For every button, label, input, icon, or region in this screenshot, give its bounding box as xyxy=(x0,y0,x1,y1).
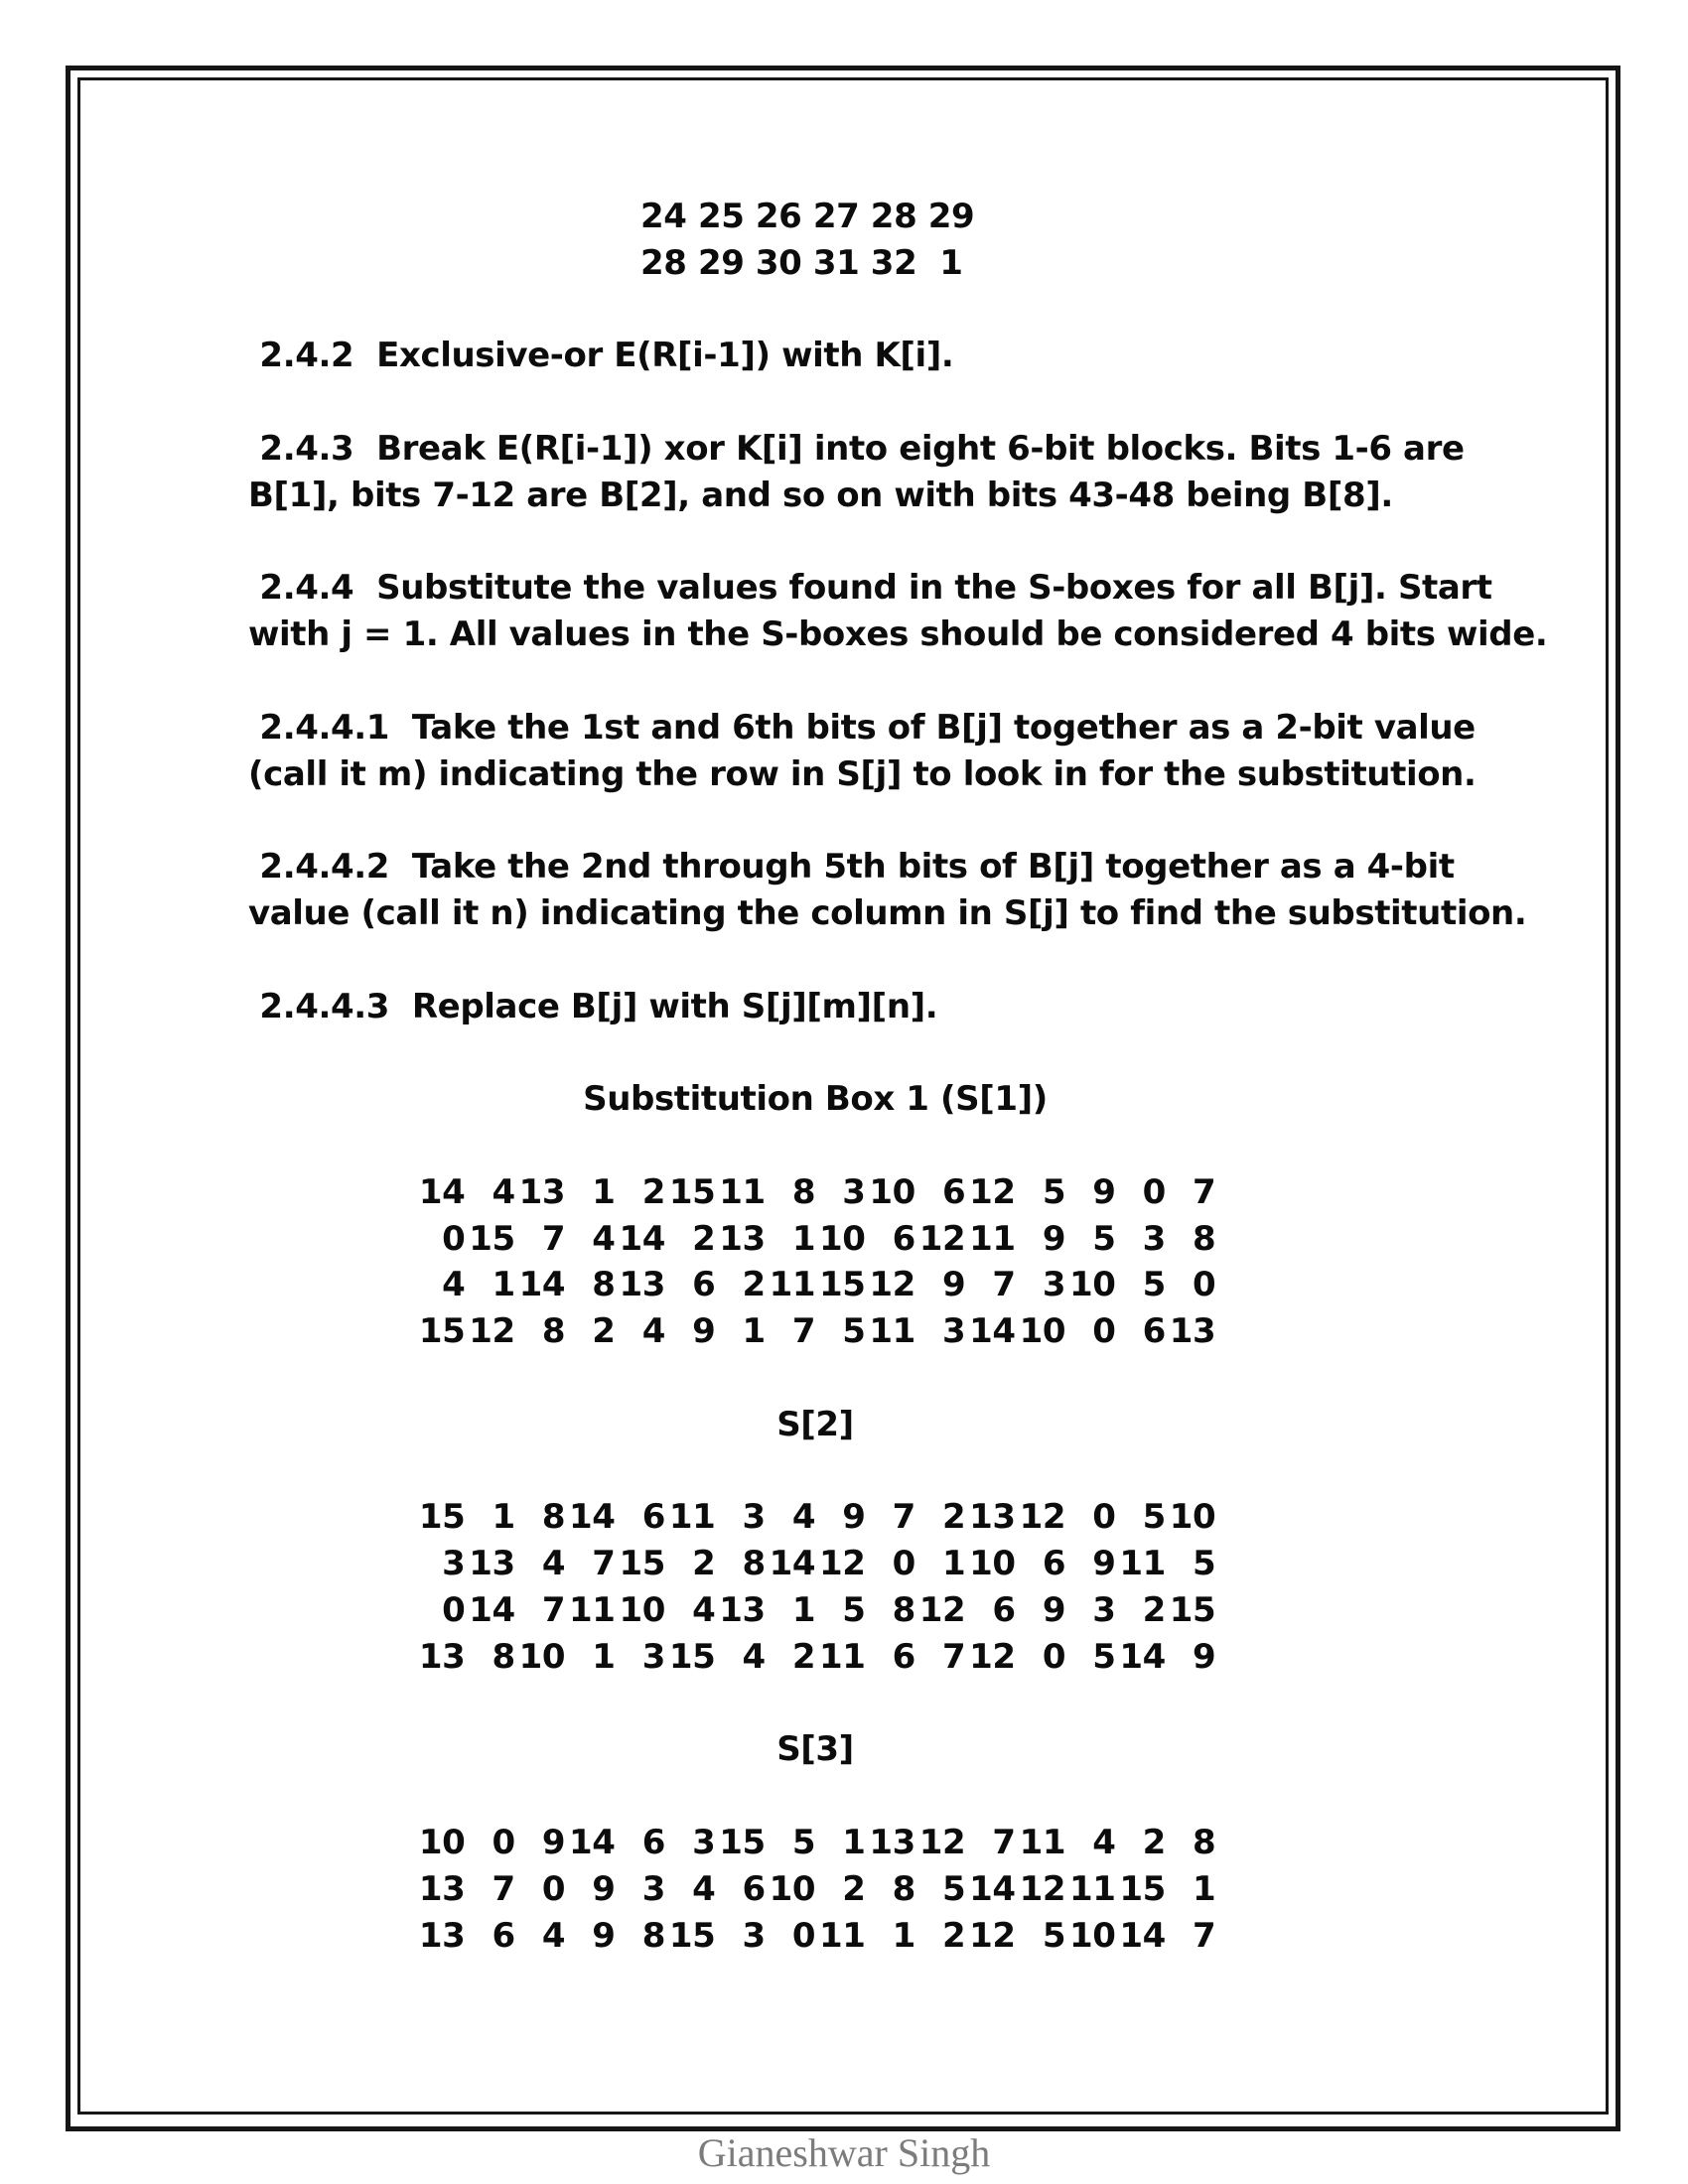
sbox-cell: 8 xyxy=(541,1497,566,1538)
sbox-cell: 3 xyxy=(641,1636,665,1677)
sbox-cell: 2 xyxy=(1142,1590,1166,1630)
sbox-cell: 3 xyxy=(1142,1218,1166,1259)
sbox-cell: 4 xyxy=(692,1868,716,1909)
sbox-cell: 10 xyxy=(969,1544,1016,1584)
footer-author-name: Gianeshwar Singh xyxy=(697,2130,991,2175)
sbox-cell: 5 xyxy=(842,1590,866,1630)
sbox-cell: 11 xyxy=(819,1636,866,1677)
sbox-cell: 6 xyxy=(1042,1544,1066,1584)
sbox-cell: 15 xyxy=(619,1544,665,1584)
sbox-cell: 5 xyxy=(1042,1915,1066,1956)
sbox-cell: 7 xyxy=(992,1265,1016,1305)
sbox-cell: 13 xyxy=(469,1544,515,1584)
sbox-cell: 14 xyxy=(418,1171,466,1212)
sbox-cell: 6 xyxy=(641,1823,665,1862)
sbox-cell: 3 xyxy=(692,1823,716,1862)
sbox-cell: 13 xyxy=(518,1171,566,1212)
sbox-cell: 13 xyxy=(418,1636,466,1677)
sbox-cell: 8 xyxy=(492,1636,515,1677)
sbox-cell: 1 xyxy=(492,1265,515,1305)
sbox-cell: 14 xyxy=(969,1868,1016,1909)
sbox-cell: 9 xyxy=(592,1915,616,1956)
sbox-cell: 9 xyxy=(1092,1544,1116,1584)
sbox-cell: 12 xyxy=(969,1915,1016,1956)
sbox-cell: 9 xyxy=(842,1497,866,1538)
sbox-cell: 9 xyxy=(692,1311,716,1352)
sbox-cell: 2 xyxy=(742,1265,766,1305)
sbox-cell: 6 xyxy=(992,1590,1016,1630)
sbox-cell: 1 xyxy=(791,1590,816,1630)
sbox-cell: 0 xyxy=(1192,1265,1216,1305)
sbox-row xyxy=(415,1171,1215,1213)
sbox-cell: 10 xyxy=(1169,1497,1216,1538)
sbox-title: S[2] xyxy=(776,1404,854,1444)
sbox-cell: 6 xyxy=(1142,1311,1166,1352)
sbox-cell: 0 xyxy=(442,1218,466,1259)
sbox-cell: 13 xyxy=(969,1497,1016,1538)
sbox-cell: 11 xyxy=(719,1171,766,1212)
sbox-cell: 1 xyxy=(842,1823,866,1862)
sbox-cell: 15 xyxy=(1119,1868,1166,1909)
sbox-cell: 3 xyxy=(442,1544,466,1584)
sbox-cell: 2 xyxy=(592,1311,616,1352)
sbox-cell: 9 xyxy=(942,1265,966,1305)
sbox-cell: 3 xyxy=(742,1497,766,1538)
sbox-cell: 3 xyxy=(742,1915,766,1956)
sbox-cell: 14 xyxy=(569,1823,616,1862)
sbox-cell: 0 xyxy=(1042,1636,1066,1677)
sbox-cell: 12 xyxy=(1019,1868,1066,1909)
sbox-cell: 7 xyxy=(1192,1171,1216,1212)
sbox-cell: 8 xyxy=(892,1590,915,1630)
sbox-cell: 7 xyxy=(541,1590,566,1630)
sbox-cell: 12 xyxy=(918,1218,966,1259)
sbox-cell: 4 xyxy=(692,1590,716,1630)
sbox-cell: 11 xyxy=(819,1915,866,1956)
sbox-cell: 4 xyxy=(442,1265,466,1305)
sbox-cell: 7 xyxy=(892,1497,915,1538)
paragraph-line: with j = 1. All values in the S-boxes should be considered 4 bits wide. xyxy=(248,614,1548,655)
sbox-cell: 1 xyxy=(892,1915,915,1956)
sbox-cell: 3 xyxy=(842,1171,866,1212)
sbox-cell: 4 xyxy=(541,1544,566,1584)
sbox-cell: 13 xyxy=(1169,1311,1216,1352)
sbox-cell: 10 xyxy=(769,1868,816,1909)
sbox-row xyxy=(415,1543,1215,1584)
sbox-cell: 10 xyxy=(418,1823,466,1862)
sbox-cell: 6 xyxy=(492,1915,515,1956)
sbox-row xyxy=(415,1589,1215,1631)
sbox-cell: 13 xyxy=(869,1823,915,1862)
sbox-cell: 8 xyxy=(641,1915,665,1956)
sbox-cell: 15 xyxy=(418,1497,466,1538)
sbox-row xyxy=(415,1218,1215,1260)
sbox-cell: 8 xyxy=(1192,1218,1216,1259)
sbox-cell: 11 xyxy=(869,1311,915,1352)
paragraph-line: 2.4.3 Break E(R[i-1]) xor K[i] into eight 6-bit blocks. Bits 1-6 are xyxy=(248,429,1465,469)
sbox-cell: 14 xyxy=(969,1311,1016,1352)
paragraph-line: 2.4.4 Substitute the values found in the S-boxes for all B[j]. Start xyxy=(248,568,1492,609)
sbox-cell: 4 xyxy=(592,1218,616,1259)
sbox-cell: 2 xyxy=(692,1544,716,1584)
sbox-cell: 7 xyxy=(791,1311,816,1352)
sbox-cell: 15 xyxy=(668,1915,716,1956)
sbox-cell: 3 xyxy=(942,1311,966,1352)
paragraph-line: 2.4.2 Exclusive-or E(R[i-1]) with K[i]. xyxy=(248,336,954,376)
sbox-cell: 0 xyxy=(1142,1171,1166,1212)
sbox-cell: 5 xyxy=(1192,1544,1216,1584)
sbox-cell: 9 xyxy=(1042,1590,1066,1630)
sbox-title: Substitution Box 1 (S[1]) xyxy=(583,1079,1048,1120)
sbox-cell: 3 xyxy=(1042,1265,1066,1305)
sbox-cell: 1 xyxy=(742,1311,766,1352)
sbox-cell: 12 xyxy=(969,1171,1016,1212)
sbox-cell: 0 xyxy=(892,1544,915,1584)
sbox-cell: 4 xyxy=(641,1311,665,1352)
sbox-cell: 0 xyxy=(492,1823,515,1862)
sbox-cell: 7 xyxy=(1192,1915,1216,1956)
bit-number-line: 24 25 26 27 28 29 xyxy=(640,197,975,236)
sbox-cell: 10 xyxy=(1068,1915,1116,1956)
sbox-cell: 15 xyxy=(719,1823,766,1862)
sbox-cell: 2 xyxy=(1142,1823,1166,1862)
sbox-cell: 4 xyxy=(492,1171,515,1212)
sbox-cell: 4 xyxy=(791,1497,816,1538)
sbox-cell: 9 xyxy=(592,1868,616,1909)
sbox-cell: 0 xyxy=(1092,1311,1116,1352)
sbox-cell: 13 xyxy=(418,1868,466,1909)
sbox-cell: 11 xyxy=(1119,1544,1166,1584)
sbox-row xyxy=(415,1822,1215,1863)
sbox-cell: 15 xyxy=(819,1265,866,1305)
sbox-cell: 2 xyxy=(692,1218,716,1259)
sbox-cell: 5 xyxy=(1092,1218,1116,1259)
paragraph-line: 2.4.4.3 Replace B[j] with S[j][m][n]. xyxy=(248,986,938,1026)
sbox-cell: 12 xyxy=(869,1265,915,1305)
sbox-cell: 12 xyxy=(918,1590,966,1630)
sbox-row xyxy=(415,1636,1215,1678)
sbox-cell: 5 xyxy=(1042,1171,1066,1212)
sbox-cell: 5 xyxy=(791,1823,816,1862)
sbox-cell: 2 xyxy=(641,1171,665,1212)
sbox-cell: 8 xyxy=(791,1171,816,1212)
sbox-cell: 14 xyxy=(1119,1915,1166,1956)
sbox-cell: 15 xyxy=(469,1218,515,1259)
sbox-cell: 13 xyxy=(418,1915,466,1956)
sbox-cell: 11 xyxy=(668,1497,716,1538)
sbox-cell: 1 xyxy=(592,1171,616,1212)
sbox-cell: 6 xyxy=(892,1636,915,1677)
sbox-cell: 1 xyxy=(592,1636,616,1677)
sbox-cell: 14 xyxy=(619,1218,665,1259)
sbox-cell: 10 xyxy=(1019,1311,1066,1352)
sbox-cell: 13 xyxy=(619,1265,665,1305)
sbox-cell: 1 xyxy=(492,1497,515,1538)
sbox-cell: 5 xyxy=(942,1868,966,1909)
sbox-cell: 14 xyxy=(1119,1636,1166,1677)
sbox-cell: 8 xyxy=(541,1311,566,1352)
sbox-cell: 2 xyxy=(942,1915,966,1956)
sbox-cell: 9 xyxy=(1042,1218,1066,1259)
paragraph-line: (call it m) indicating the row in S[j] to look in for the substitution. xyxy=(248,753,1477,794)
sbox-cell: 8 xyxy=(892,1868,915,1909)
sbox-cell: 6 xyxy=(641,1497,665,1538)
sbox-cell: 2 xyxy=(842,1868,866,1909)
paragraph-line: 2.4.4.2 Take the 2nd through 5th bits of B[j] together as a 4-bit xyxy=(248,847,1455,887)
sbox-cell: 15 xyxy=(1169,1590,1216,1630)
sbox-cell: 5 xyxy=(1142,1265,1166,1305)
sbox-cell: 12 xyxy=(1019,1497,1066,1538)
sbox-cell: 7 xyxy=(492,1868,515,1909)
sbox-cell: 12 xyxy=(969,1636,1016,1677)
sbox-cell: 0 xyxy=(1092,1497,1116,1538)
sbox-cell: 10 xyxy=(869,1171,915,1212)
sbox-cell: 13 xyxy=(719,1590,766,1630)
paragraph-line: 2.4.4.1 Take the 1st and 6th bits of B[j] together as a 2-bit value xyxy=(248,707,1476,748)
paragraph-line: B[1], bits 7-12 are B[2], and so on with bits 43-48 being B[8]. xyxy=(248,475,1393,515)
sbox-cell: 8 xyxy=(592,1265,616,1305)
sbox-cell: 8 xyxy=(1192,1823,1216,1862)
sbox-cell: 11 xyxy=(1019,1823,1066,1862)
sbox-cell: 14 xyxy=(518,1265,566,1305)
sbox-cell: 0 xyxy=(791,1915,816,1956)
sbox-row xyxy=(415,1310,1215,1352)
sbox-cell: 12 xyxy=(918,1823,966,1862)
sbox-cell: 14 xyxy=(769,1544,816,1584)
sbox-cell: 4 xyxy=(1092,1823,1116,1862)
sbox-cell: 12 xyxy=(819,1544,866,1584)
sbox-cell: 1 xyxy=(942,1544,966,1584)
sbox-cell: 5 xyxy=(1092,1636,1116,1677)
sbox-cell: 5 xyxy=(1142,1497,1166,1538)
sbox-cell: 15 xyxy=(418,1311,466,1352)
sbox-cell: 2 xyxy=(942,1497,966,1538)
sbox-cell: 9 xyxy=(541,1823,566,1862)
sbox-row xyxy=(415,1496,1215,1538)
sbox-cell: 3 xyxy=(641,1868,665,1909)
sbox-cell: 14 xyxy=(569,1497,616,1538)
sbox-title: S[3] xyxy=(776,1729,854,1770)
sbox-cell: 6 xyxy=(742,1868,766,1909)
sbox-cell: 11 xyxy=(769,1265,816,1305)
sbox-cell: 1 xyxy=(791,1218,816,1259)
sbox-cell: 10 xyxy=(518,1636,566,1677)
sbox-cell: 15 xyxy=(668,1171,716,1212)
sbox-cell: 8 xyxy=(742,1544,766,1584)
bit-number-line: 28 29 30 31 32 1 xyxy=(640,242,963,283)
sbox-cell: 6 xyxy=(942,1171,966,1212)
sbox-row xyxy=(415,1868,1215,1910)
sbox-cell: 9 xyxy=(1192,1636,1216,1677)
sbox-cell: 10 xyxy=(619,1590,665,1630)
sbox-cell: 2 xyxy=(791,1636,816,1677)
sbox-cell: 14 xyxy=(469,1590,515,1630)
sbox-cell: 10 xyxy=(1068,1265,1116,1305)
sbox-cell: 7 xyxy=(942,1636,966,1677)
sbox-cell: 11 xyxy=(969,1218,1016,1259)
sbox-cell: 6 xyxy=(892,1218,915,1259)
sbox-cell: 13 xyxy=(719,1218,766,1259)
sbox-cell: 11 xyxy=(569,1590,616,1630)
sbox-row xyxy=(415,1264,1215,1305)
sbox-cell: 3 xyxy=(1092,1590,1116,1630)
sbox-cell: 6 xyxy=(692,1265,716,1305)
sbox-cell: 12 xyxy=(469,1311,515,1352)
sbox-cell: 11 xyxy=(1068,1868,1116,1909)
sbox-row xyxy=(415,1915,1215,1957)
sbox-cell: 1 xyxy=(1192,1868,1216,1909)
sbox-cell: 7 xyxy=(592,1544,616,1584)
sbox-cell: 7 xyxy=(992,1823,1016,1862)
paragraph-line: value (call it n) indicating the column in S[j] to find the substitution. xyxy=(248,893,1527,933)
sbox-cell: 4 xyxy=(742,1636,766,1677)
sbox-cell: 5 xyxy=(842,1311,866,1352)
sbox-cell: 9 xyxy=(1092,1171,1116,1212)
sbox-cell: 15 xyxy=(668,1636,716,1677)
sbox-cell: 0 xyxy=(442,1590,466,1630)
sbox-cell: 4 xyxy=(541,1915,566,1956)
sbox-cell: 0 xyxy=(541,1868,566,1909)
sbox-cell: 7 xyxy=(541,1218,566,1259)
sbox-cell: 10 xyxy=(819,1218,866,1259)
